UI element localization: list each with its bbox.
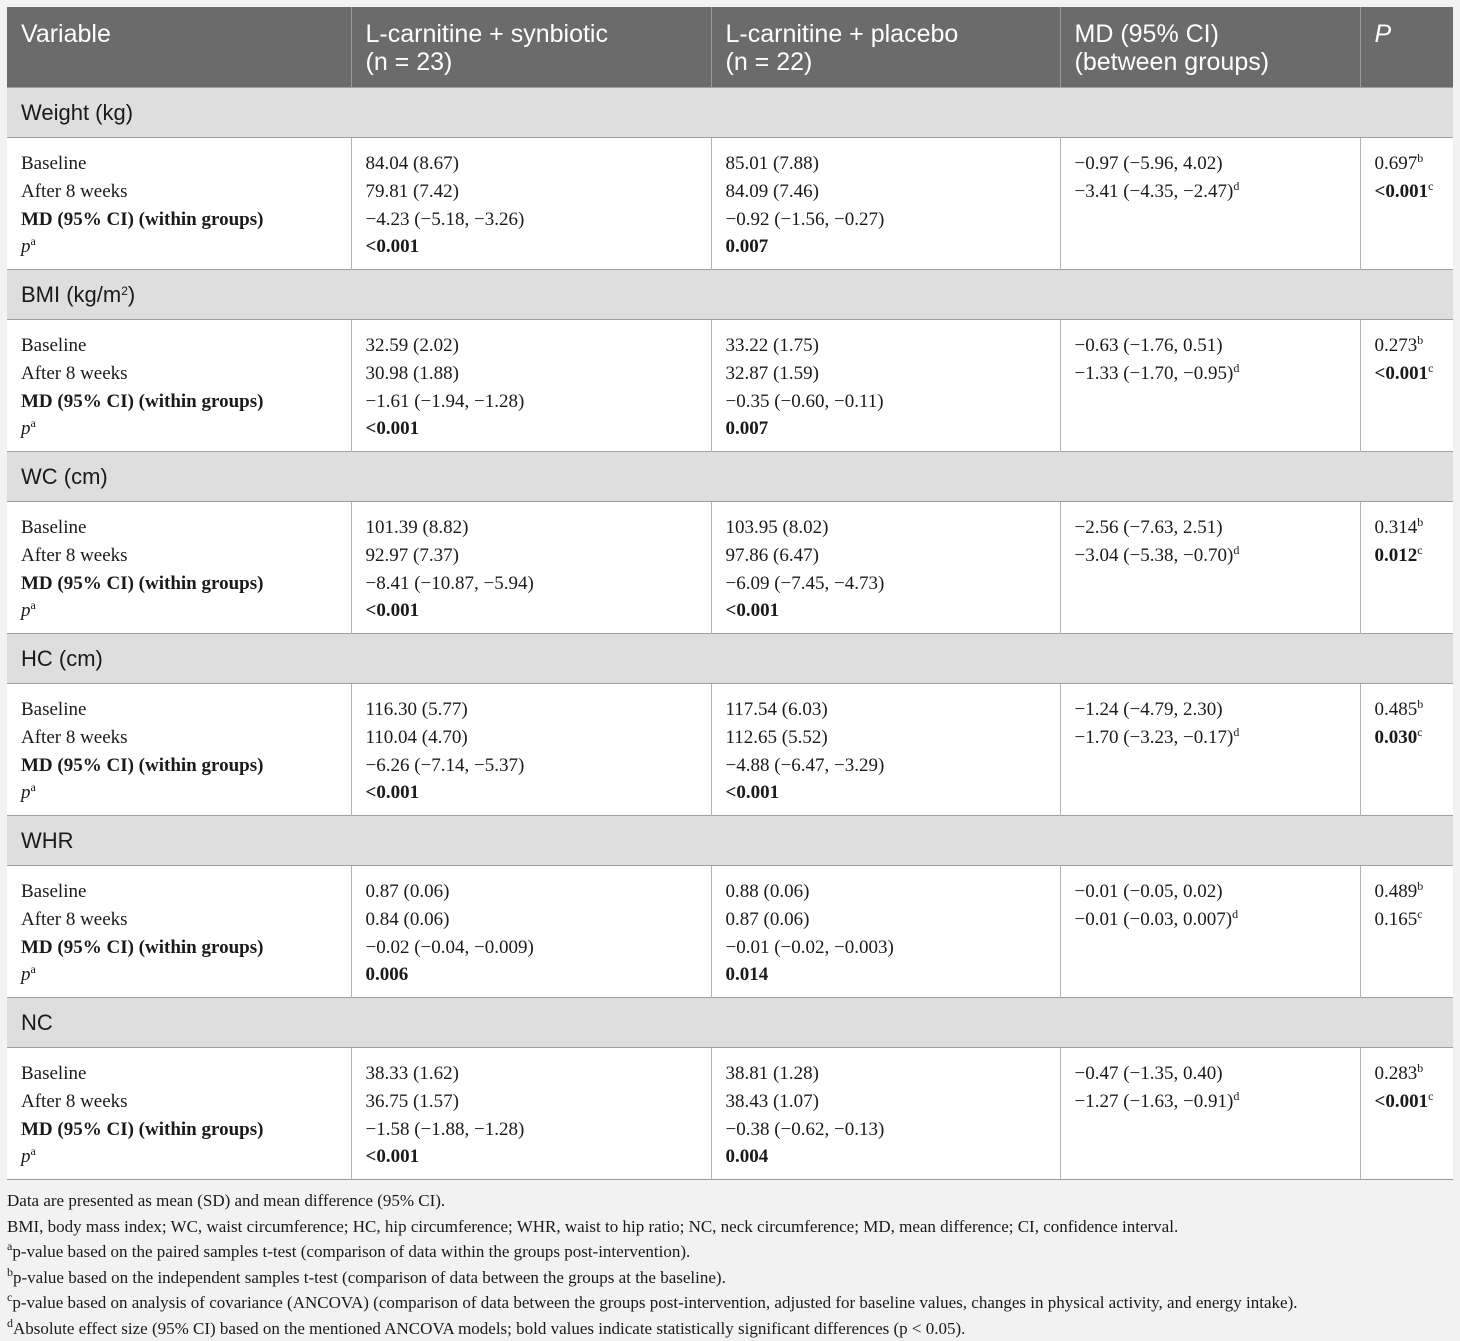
table-row [7,684,1453,816]
label-baseline: Baseline [21,332,337,360]
md-between-cell: −1.24 (−4.79, 2.30) −1.70 (−3.23, −0.17)$^d$ [1060,684,1360,816]
p-cell: 0.697$^b$ <0.001$^c$ [1360,138,1453,270]
table-header-row [7,7,1453,88]
label-baseline: Baseline [21,1060,337,1088]
header-placebo-group: L-carnitine + placebo (n = 22) [711,7,1060,88]
header-md-between: MD (95% CI) (between groups) [1060,7,1360,88]
placebo-cell: 0.88 (0.06) 0.87 (0.06) −0.01 (−0.02, −0.003) 0.014 [711,866,1060,998]
section-title: Weight (kg) [7,88,1453,138]
md-between-cell: −0.97 (−5.96, 4.02) −3.41 (−4.35, −2.47)$^d$ [1060,138,1360,270]
section-row [7,998,1453,1048]
synbiotic-cell: 84.04 (8.67) 79.81 (7.42) −4.23 (−5.18, −3.26) <0.001 [351,138,711,270]
p-cell: 0.273$^b$ <0.001$^c$ [1360,320,1453,452]
section-title: BMI $(kg/m^2)$ [7,270,1453,320]
label-p-value: $p^a$ [21,779,337,807]
label-after-8-weeks: After 8 weeks [21,178,337,206]
label-md-within: MD (95% CI) (within groups) [21,206,337,234]
label-p-value: $p^a$ [21,597,337,625]
results-table-figure [7,7,1453,1341]
label-md-within: MD (95% CI) (within groups) [21,388,337,416]
header-p: P [1360,7,1453,88]
table-row [7,866,1453,998]
synbiotic-cell: 32.59 (2.02) 30.98 (1.88) −1.61 (−1.94, −1.28) <0.001 [351,320,711,452]
footnote-a: $^a$p-value based on the paired samples t-test (comparison of data within the groups post-intervention). [7,1239,1453,1265]
placebo-cell: 117.54 (6.03) 112.65 (5.52) −4.88 (−6.47, −3.29) <0.001 [711,684,1060,816]
section-title: HC (cm) [7,634,1453,684]
section-title: NC [7,998,1453,1048]
md-between-cell: −0.01 (−0.05, 0.02) −0.01 (−0.03, 0.007)$^d$ [1060,866,1360,998]
p-cell: 0.489$^b$ 0.165$^c$ [1360,866,1453,998]
section-row [7,88,1453,138]
table-footnotes [7,1179,1453,1341]
table-row [7,138,1453,270]
table-row [7,320,1453,452]
row-labels-cell [7,320,351,452]
label-baseline: Baseline [21,514,337,542]
header-synbiotic-group: L-carnitine + synbiotic (n = 23) [351,7,711,88]
synbiotic-cell: 116.30 (5.77) 110.04 (4.70) −6.26 (−7.14, −5.37) <0.001 [351,684,711,816]
label-p-value: $p^a$ [21,415,337,443]
label-p-value: $p^a$ [21,233,337,261]
placebo-cell: 103.95 (8.02) 97.86 (6.47) −6.09 (−7.45, −4.73) <0.001 [711,502,1060,634]
label-after-8-weeks: After 8 weeks [21,1088,337,1116]
md-between-cell: −0.63 (−1.76, 0.51) −1.33 (−1.70, −0.95)$^d$ [1060,320,1360,452]
row-labels-cell [7,684,351,816]
label-after-8-weeks: After 8 weeks [21,360,337,388]
table-row [7,502,1453,634]
label-baseline: Baseline [21,878,337,906]
section-row [7,634,1453,684]
label-after-8-weeks: After 8 weeks [21,542,337,570]
label-md-within: MD (95% CI) (within groups) [21,1116,337,1144]
section-row [7,270,1453,320]
label-md-within: MD (95% CI) (within groups) [21,752,337,780]
footnote-data-note: Data are presented as mean (SD) and mean difference (95% CI). [7,1188,1453,1214]
label-baseline: Baseline [21,696,337,724]
label-p-value: $p^a$ [21,1143,337,1171]
footnote-c: $^c$p-value based on analysis of covariance (ANCOVA) (comparison of data between the groups post-intervention, adjusted for baseline values, changes in physical activity, and energy intake). [7,1290,1453,1316]
header-variable: Variable [7,7,351,88]
label-p-value: $p^a$ [21,961,337,989]
section-row [7,452,1453,502]
p-cell: 0.314$^b$ 0.012$^c$ [1360,502,1453,634]
row-labels-cell [7,1048,351,1180]
label-baseline: Baseline [21,150,337,178]
synbiotic-cell: 101.39 (8.82) 92.97 (7.37) −8.41 (−10.87, −5.94) <0.001 [351,502,711,634]
label-after-8-weeks: After 8 weeks [21,724,337,752]
label-md-within: MD (95% CI) (within groups) [21,570,337,598]
footnote-b: $^b$p-value based on the independent samples t-test (comparison of data between the groups at the baseline). [7,1265,1453,1291]
p-cell: 0.485$^b$ 0.030$^c$ [1360,684,1453,816]
row-labels-cell [7,138,351,270]
row-labels-cell [7,866,351,998]
placebo-cell: 33.22 (1.75) 32.87 (1.59) −0.35 (−0.60, −0.11) 0.007 [711,320,1060,452]
footnote-abbreviations: BMI, body mass index; WC, waist circumference; HC, hip circumference; WHR, waist to hip ratio; NC, neck circumference; MD, mean difference; CI, confidence interval. [7,1214,1453,1240]
section-title: WHR [7,816,1453,866]
section-row [7,816,1453,866]
section-title: WC (cm) [7,452,1453,502]
label-after-8-weeks: After 8 weeks [21,906,337,934]
md-between-cell: −0.47 (−1.35, 0.40) −1.27 (−1.63, −0.91)$^d$ [1060,1048,1360,1180]
footnote-d: $^d$Absolute effect size (95% CI) based on the mentioned ANCOVA models; bold values indicate statistically significant differences (p < 0.05). [7,1316,1453,1341]
row-labels-cell [7,502,351,634]
label-md-within: MD (95% CI) (within groups) [21,934,337,962]
md-between-cell: −2.56 (−7.63, 2.51) −3.04 (−5.38, −0.70)$^d$ [1060,502,1360,634]
synbiotic-cell: 0.87 (0.06) 0.84 (0.06) −0.02 (−0.04, −0.009) 0.006 [351,866,711,998]
table-body [7,88,1453,1180]
placebo-cell: 85.01 (7.88) 84.09 (7.46) −0.92 (−1.56, −0.27) 0.007 [711,138,1060,270]
anthropometric-results-table [7,7,1453,1179]
synbiotic-cell: 38.33 (1.62) 36.75 (1.57) −1.58 (−1.88, −1.28) <0.001 [351,1048,711,1180]
table-row [7,1048,1453,1180]
placebo-cell: 38.81 (1.28) 38.43 (1.07) −0.38 (−0.62, −0.13) 0.004 [711,1048,1060,1180]
p-cell: 0.283$^b$ <0.001$^c$ [1360,1048,1453,1180]
